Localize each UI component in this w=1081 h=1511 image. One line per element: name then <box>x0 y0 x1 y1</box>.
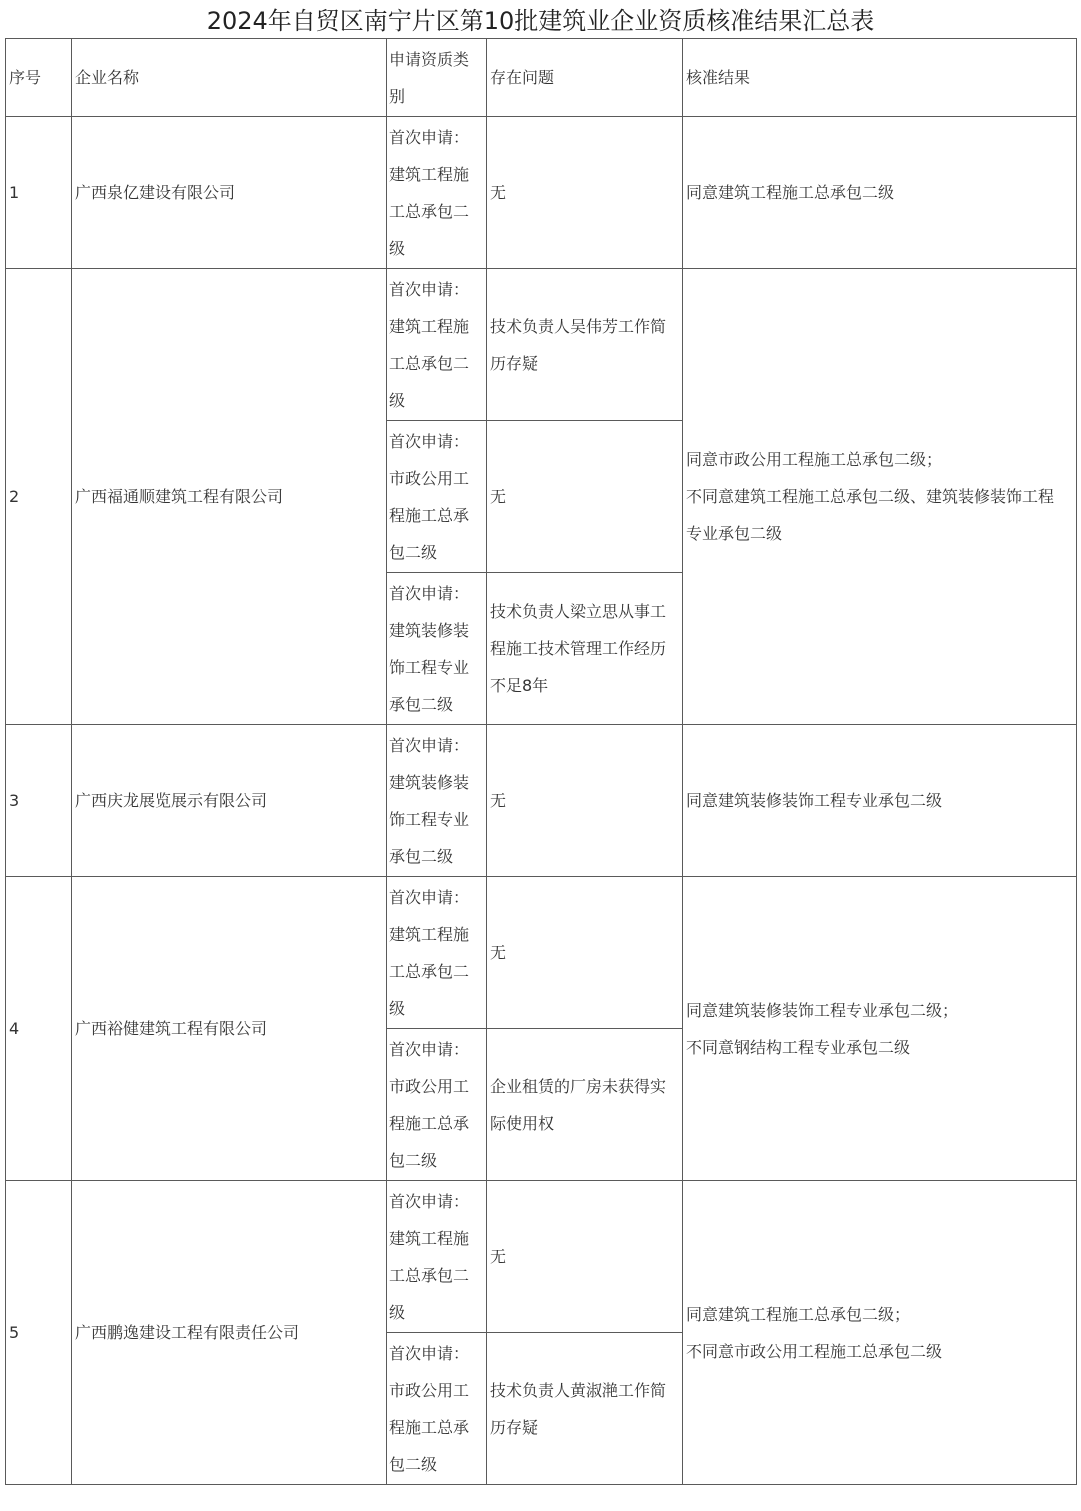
header-category-line: 申请资质类 <box>389 49 470 69</box>
results-table-body <box>6 39 1077 1485</box>
category-cell-line: 程施工总承 <box>389 1113 470 1133</box>
category-cell-line: 饰工程专业 <box>389 809 470 829</box>
category-cell-line: 工总承包二 <box>389 961 470 981</box>
category-cell-line: 饰工程专业 <box>389 657 470 677</box>
category-cell <box>387 725 487 877</box>
header-issues: 存在问题 <box>487 39 683 117</box>
category-cell-line: 首次申请： <box>389 127 470 147</box>
seq-cell: 1 <box>6 117 72 269</box>
category-cell-line: 工总承包二 <box>389 1265 470 1285</box>
issue-cell <box>487 117 683 269</box>
result-cell-line: 同意建筑装修装饰工程专业承包二级； <box>686 1000 959 1020</box>
category-cell-line: 市政公用工 <box>389 468 470 488</box>
result-cell-line: 同意建筑装修装饰工程专业承包二级 <box>686 791 943 810</box>
category-cell-line: 级 <box>389 998 406 1018</box>
category-cell-line: 首次申请： <box>389 1039 470 1059</box>
category-cell-line: 建筑工程施 <box>389 164 470 184</box>
category-cell-line: 级 <box>389 1302 406 1322</box>
category-cell-line: 承包二级 <box>389 694 454 714</box>
result-cell <box>683 1181 1077 1485</box>
category-cell-line: 工总承包二 <box>389 353 470 373</box>
category-cell-line: 首次申请： <box>389 1191 470 1211</box>
issue-cell-line: 技术负责人吴伟芳工作简 <box>490 316 667 336</box>
issue-cell-line: 技术负责人黄淑滟工作简 <box>490 1380 667 1400</box>
category-cell-line: 包二级 <box>389 542 438 562</box>
category-cell <box>387 573 487 725</box>
header-category-line: 别 <box>389 86 406 106</box>
issue-cell-line: 企业租赁的厂房未获得实 <box>490 1076 667 1096</box>
result-cell-line: 同意建筑工程施工总承包二级； <box>686 1304 911 1324</box>
category-cell <box>387 269 487 421</box>
table-header-row <box>6 39 1077 117</box>
issue-cell-line: 不足8年 <box>490 676 549 695</box>
issue-cell-line: 无 <box>490 1247 507 1266</box>
issue-cell-line: 程施工技术管理工作经历 <box>490 639 667 658</box>
category-cell-line: 首次申请： <box>389 431 470 451</box>
issue-cell-line: 无 <box>490 183 507 202</box>
category-cell-line: 市政公用工 <box>389 1380 470 1400</box>
category-cell-line: 建筑装修装 <box>389 620 470 640</box>
issue-cell <box>487 1333 683 1485</box>
result-cell <box>683 269 1077 725</box>
results-table <box>5 38 1077 1485</box>
category-cell <box>387 877 487 1029</box>
issue-cell-line: 际使用权 <box>490 1113 555 1133</box>
issue-cell-line: 无 <box>490 487 507 506</box>
header-seq: 序号 <box>6 39 72 117</box>
category-cell-line: 建筑工程施 <box>389 1228 470 1248</box>
category-cell-line: 程施工总承 <box>389 505 470 525</box>
category-cell-line: 包二级 <box>389 1150 438 1170</box>
category-cell <box>387 1333 487 1485</box>
category-cell-line: 包二级 <box>389 1454 438 1474</box>
category-cell-line: 级 <box>389 238 406 258</box>
result-cell-line: 同意市政公用工程施工总承包二级； <box>686 450 943 469</box>
issue-cell <box>487 269 683 421</box>
seq-cell: 5 <box>6 1181 72 1485</box>
company-name-cell: 广西福通顺建筑工程有限公司 <box>72 269 387 725</box>
category-cell-line: 首次申请： <box>389 735 470 755</box>
issue-cell <box>487 1029 683 1181</box>
category-cell <box>387 421 487 573</box>
category-cell-line: 首次申请： <box>389 887 470 907</box>
result-cell <box>683 877 1077 1181</box>
category-cell-line: 首次申请： <box>389 279 470 299</box>
table-row <box>6 725 1077 877</box>
seq-cell: 3 <box>6 725 72 877</box>
table-row <box>6 1181 1077 1333</box>
issue-cell-line: 历存疑 <box>490 353 539 373</box>
category-cell-line: 建筑装修装 <box>389 772 470 792</box>
table-row <box>6 877 1077 1029</box>
category-cell <box>387 1181 487 1333</box>
company-name-cell: 广西泉亿建设有限公司 <box>72 117 387 269</box>
page-title: 2024年自贸区南宁片区第10批建筑业企业资质核准结果汇总表 <box>206 7 875 35</box>
result-cell-line: 不同意钢结构工程专业承包二级 <box>686 1037 911 1057</box>
result-cell-line: 不同意建筑工程施工总承包二级、建筑装修装饰工程 <box>686 487 1055 506</box>
table-row <box>6 117 1077 269</box>
category-cell-line: 市政公用工 <box>389 1076 470 1096</box>
result-cell-line: 不同意市政公用工程施工总承包二级 <box>686 1341 943 1361</box>
category-cell <box>387 117 487 269</box>
seq-cell: 4 <box>6 877 72 1181</box>
issue-cell <box>487 1181 683 1333</box>
category-cell-line: 首次申请： <box>389 1343 470 1363</box>
issue-cell-line: 无 <box>490 943 507 962</box>
header-result: 核准结果 <box>683 39 1077 117</box>
result-cell <box>683 117 1077 269</box>
category-cell-line: 工总承包二 <box>389 201 470 221</box>
header-category <box>387 39 487 117</box>
table-row <box>6 269 1077 421</box>
issue-cell <box>487 725 683 877</box>
result-cell <box>683 725 1077 877</box>
category-cell-line: 建筑工程施 <box>389 316 470 336</box>
result-cell-line: 同意建筑工程施工总承包二级 <box>686 183 895 202</box>
category-cell-line: 建筑工程施 <box>389 924 470 944</box>
category-cell-line: 首次申请： <box>389 583 470 603</box>
seq-cell: 2 <box>6 269 72 725</box>
issue-cell <box>487 573 683 725</box>
issue-cell-line: 无 <box>490 791 507 810</box>
company-name-cell: 广西庆龙展览展示有限公司 <box>72 725 387 877</box>
issue-cell-line: 技术负责人梁立思从事工 <box>490 602 667 621</box>
issue-cell <box>487 421 683 573</box>
company-name-cell: 广西裕健建筑工程有限公司 <box>72 877 387 1181</box>
category-cell-line: 承包二级 <box>389 846 454 866</box>
result-cell-line: 专业承包二级 <box>686 524 783 543</box>
category-cell-line: 程施工总承 <box>389 1417 470 1437</box>
company-name-cell: 广西鹏逸建设工程有限责任公司 <box>72 1181 387 1485</box>
header-company: 企业名称 <box>72 39 387 117</box>
issue-cell <box>487 877 683 1029</box>
category-cell <box>387 1029 487 1181</box>
category-cell-line: 级 <box>389 390 406 410</box>
issue-cell-line: 历存疑 <box>490 1417 539 1437</box>
